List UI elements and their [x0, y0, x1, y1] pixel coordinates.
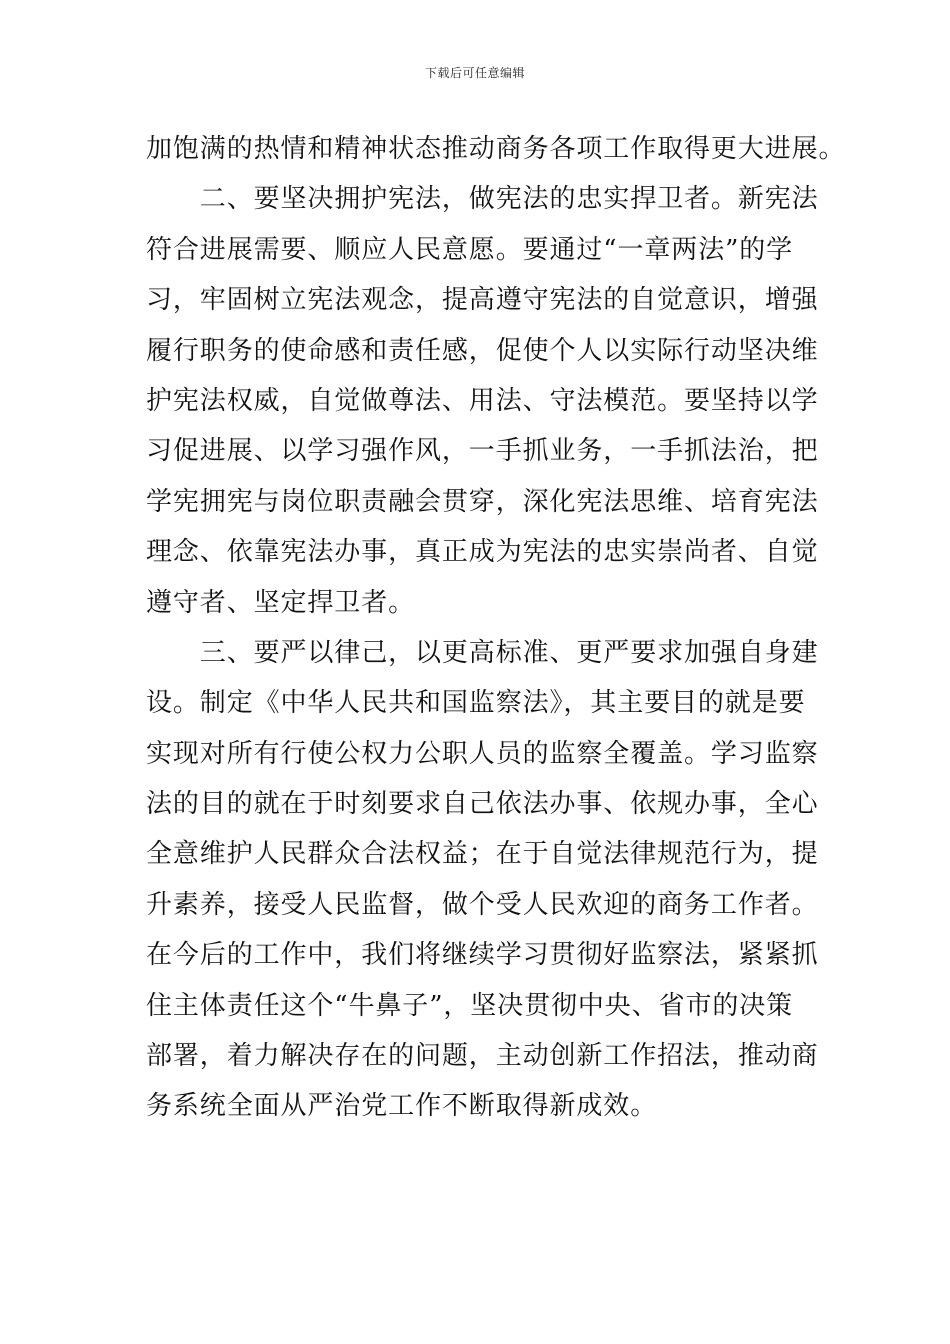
text-line: 升素养，接受人民监督，做个受人民欢迎的商务工作者。: [146, 889, 819, 920]
text-line: 法的目的就在于时刻要求自己依法办事、依规办事，全心: [146, 789, 819, 820]
text-line: 理念、依靠宪法办事，真正成为宪法的忠实崇尚者、自觉: [146, 537, 819, 568]
document-body: [146, 124, 846, 1132]
text-line: 二、要坚决拥护宪法，做宪法的忠实捍卫者。新宪法: [146, 184, 819, 215]
text-line: 设。制定《中华人民共和国监察法》，其主要目的就是要: [146, 688, 806, 719]
text-line: 务系统全面从严治党工作不断取得新成效。: [146, 1091, 658, 1122]
text-line: 全意维护人民群众合法权益；在于自觉法律规范行为，提: [146, 839, 819, 870]
text-line: 在今后的工作中，我们将继续学习贯彻好监察法，紧紧抓: [146, 940, 819, 971]
text-line: 实现对所有行使公权力公职人员的监察全覆盖。学习监察: [146, 738, 819, 769]
text-line: 履行职务的使命感和责任感，促使个人以实际行动坚决维: [146, 335, 819, 366]
text-line: 住主体责任这个“牛鼻子”，坚决贯彻中央、省市的决策: [146, 990, 794, 1021]
text-line: 护宪法权威，自觉做尊法、用法、守法模范。要坚持以学: [146, 385, 819, 416]
page-header: 下载后可任意编辑: [424, 66, 525, 80]
text-line: 习，牢固树立宪法观念，提高遵守宪法的自觉意识，增强: [146, 285, 819, 316]
text-line: 部署，着力解决存在的问题，主动创新工作招法，推动商: [146, 1041, 819, 1072]
text-line: 遵守者、坚定捍卫者。: [146, 587, 416, 618]
text-line: 学宪拥宪与岗位职责融会贯穿，深化宪法思维、培育宪法: [146, 486, 819, 517]
text-line: 符合进展需要、顺应人民意愿。要通过“一章两法”的学: [146, 234, 794, 265]
text-line: 习促进展、以学习强作风，一手抓业务，一手抓法治，把: [146, 436, 819, 467]
text-line: 加饱满的热情和精神状态推动商务各项工作取得更大进展。: [146, 134, 846, 164]
text-line: 三、要严以律己，以更高标准、更严要求加强自身建: [146, 637, 819, 668]
